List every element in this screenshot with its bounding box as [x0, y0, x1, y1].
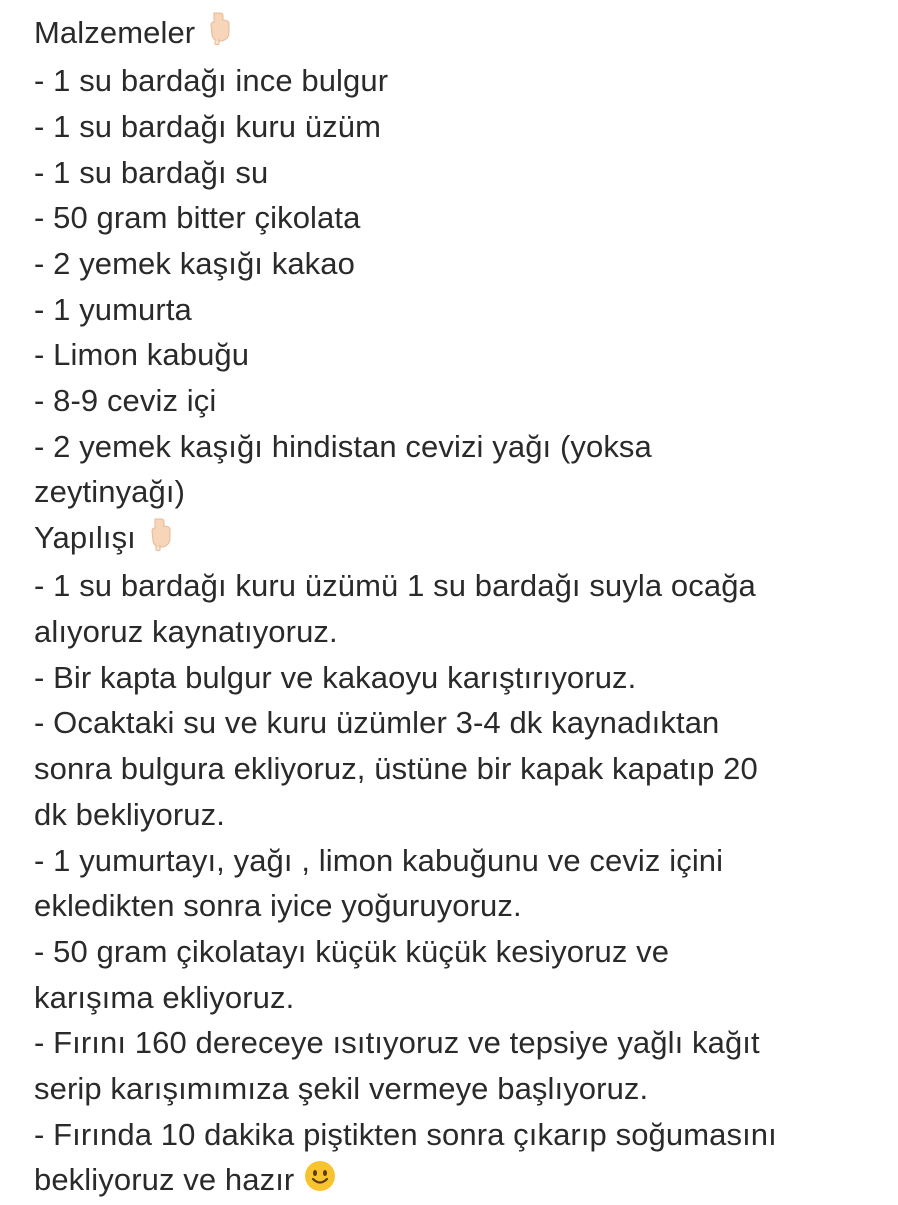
ingredient-list: [34, 58, 884, 515]
preparation-line-text: - Ocaktaki su ve kuru üzümler 3-4 dk kaynadıktan: [34, 705, 720, 741]
preparation-line: [34, 883, 884, 929]
preparation-line-text: - 1 su bardağı kuru üzümü 1 su bardağı suyla ocağa: [34, 568, 756, 604]
ingredient-item: - 2 yemek kaşığı kakao: [34, 245, 355, 281]
preparation-heading: Yapılışı: [34, 520, 136, 556]
preparation-line-text: - 1 yumurtayı, yağı , limon kabuğunu ve ceviz içini: [34, 842, 724, 878]
preparation-line-text: - Bir kapta bulgur ve kakaoyu karıştırıyoruz.: [34, 659, 637, 695]
preparation-line: [34, 746, 884, 792]
preparation-line: [34, 700, 884, 746]
preparation-line-text: karışıma ekliyoruz.: [34, 979, 295, 1015]
ingredient-item: - Limon kabuğu: [34, 337, 250, 373]
ingredient-item: - 2 yemek kaşığı hindistan cevizi yağı (yoksa: [34, 428, 652, 464]
ingredient-item: - 1 su bardağı su: [34, 154, 269, 190]
preparation-line: [34, 1020, 884, 1066]
preparation-line: [34, 1157, 884, 1205]
preparation-line-text: bekliyoruz ve hazır: [34, 1162, 295, 1198]
preparation-line: [34, 1066, 884, 1112]
ingredients-heading-line: [34, 10, 884, 58]
preparation-line: [34, 563, 884, 609]
ingredient-item: zeytinyağı): [34, 474, 185, 510]
preparation-steps: [34, 563, 884, 1205]
preparation-line: [34, 792, 884, 838]
preparation-line-text: - Fırını 160 dereceye ısıtıyoruz ve tepsiye yağlı kağıt: [34, 1025, 760, 1061]
preparation-line: [34, 838, 884, 884]
preparation-line-text: - 50 gram çikolatayı küçük küçük kesiyoruz ve: [34, 933, 670, 969]
preparation-line-text: - Fırında 10 dakika piştikten sonra çıkarıp soğumasını: [34, 1116, 777, 1152]
preparation-heading-line: [34, 515, 884, 563]
preparation-line: [34, 609, 884, 655]
pointing-down-hand-icon: [146, 517, 174, 564]
preparation-line-text: alıyoruz kaynatıyoruz.: [34, 614, 338, 650]
ingredient-item: - 50 gram bitter çikolata: [34, 200, 361, 236]
smiling-face-icon: [304, 1159, 336, 1205]
ingredient-item: - 1 su bardağı kuru üzüm: [34, 108, 382, 144]
preparation-line-text: serip karışımımıza şekil vermeye başlıyoruz.: [34, 1071, 649, 1107]
ingredient-item: - 8-9 ceviz içi: [34, 383, 217, 419]
preparation-line-text: ekledikten sonra iyice yoğuruyoruz.: [34, 888, 522, 924]
preparation-line: [34, 655, 884, 701]
preparation-line: [34, 975, 884, 1021]
pointing-down-hand-icon: [205, 11, 233, 58]
ingredient-item: - 1 su bardağı ince bulgur: [34, 63, 389, 99]
preparation-line-text: sonra bulgura ekliyoruz, üstüne bir kapak kapatıp 20: [34, 751, 758, 787]
preparation-line-text: dk bekliyoruz.: [34, 796, 225, 832]
preparation-line: [34, 929, 884, 975]
ingredients-heading: Malzemeler: [34, 15, 196, 50]
recipe-text: [34, 10, 884, 1205]
preparation-line: [34, 1112, 884, 1158]
ingredient-item: - 1 yumurta: [34, 291, 192, 327]
